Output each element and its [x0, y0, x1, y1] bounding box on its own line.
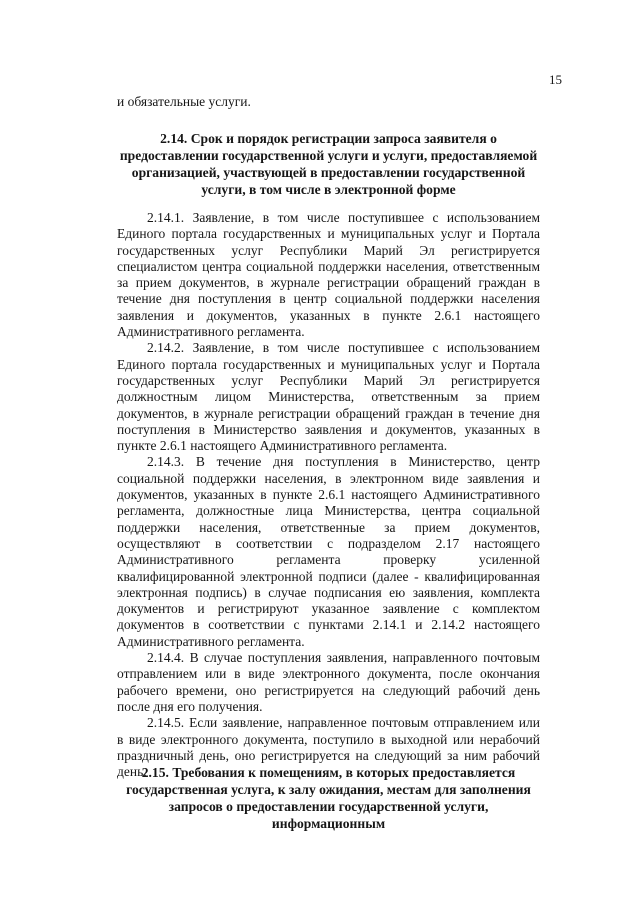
paragraph-2-14-4: 2.14.4. В случае поступления заявления, направленного почтовым отправлением или в виде электронного документа, после окончания рабочего времени, оно регистрируется на следующий рабочий день после дня его получения.	[117, 650, 540, 714]
paragraph-2-14-2: 2.14.2. Заявление, в том числе поступившее с использованием Единого портала государственных и муниципальных услуг и Портала государственных услуг Республики Марий Эл регистрируется должностным лицом Министерства, ответственным за прием документов, в журнале регистрации обращений граждан в течение дня поступления в Министерство заявления и документов, указанных в пункте 2.6.1 настоящего Административного регламента.	[117, 340, 540, 454]
body-text	[117, 210, 540, 780]
intro-line: и обязательные услуги.	[117, 94, 251, 109]
section-heading-2-15: 2.15. Требования к помещениям, в которых предоставляется государственная услуга, к залу ожидания, местам для заполнения запросов о предоставлении государственной услуги, информационным	[126, 765, 531, 831]
page-number: 15	[549, 72, 562, 87]
paragraph-2-14-1: 2.14.1. Заявление, в том числе поступившее с использованием Единого портала государственных и муниципальных услуг и Портала государственных услуг Республики Марий Эл регистрируется специалистом центра социальной поддержки населения, ответственным за прием документов, в журнале регистрации обращений граждан в течение дня поступления в центр социальной поддержки населения заявления и документов, указанных в пункте 2.6.1 настоящего Административного регламента.	[117, 210, 540, 340]
paragraph-2-14-5: 2.14.5. Если заявление, направленное почтовым отправлением или в виде электронного документа, поступило в выходной или нерабочий праздничный день, оно регистрируется на следующий за ним рабочий день.	[117, 715, 540, 780]
paragraph-2-14-3: 2.14.3. В течение дня поступления в Министерство, центр социальной поддержки населения, в электронном виде заявления и документов, указанных в пункте 2.6.1 настоящего Административного регламента, должностные лица Министерства, центра социальной поддержки населения, ответственные за прием документов, осуществляют в соответствии с подразделом 2.17 настоящего Административного регламента проверку усиленной квалифицированной электронной подписи (далее - квалифицированная электронная подпись) в случае подписания ею заявления, комплекта документов и регистрируют указанное заявление с комплектом документов в соответствии с пунктами 2.14.1 и 2.14.2 настоящего Административного регламента.	[117, 454, 540, 649]
section-heading-2-14: 2.14. Срок и порядок регистрации запроса заявителя о предоставлении государственной услуги и услуги, предоставляемой организацией, участвующей в предоставлении государственной услуги, в том числе в электронной форме	[119, 131, 538, 197]
